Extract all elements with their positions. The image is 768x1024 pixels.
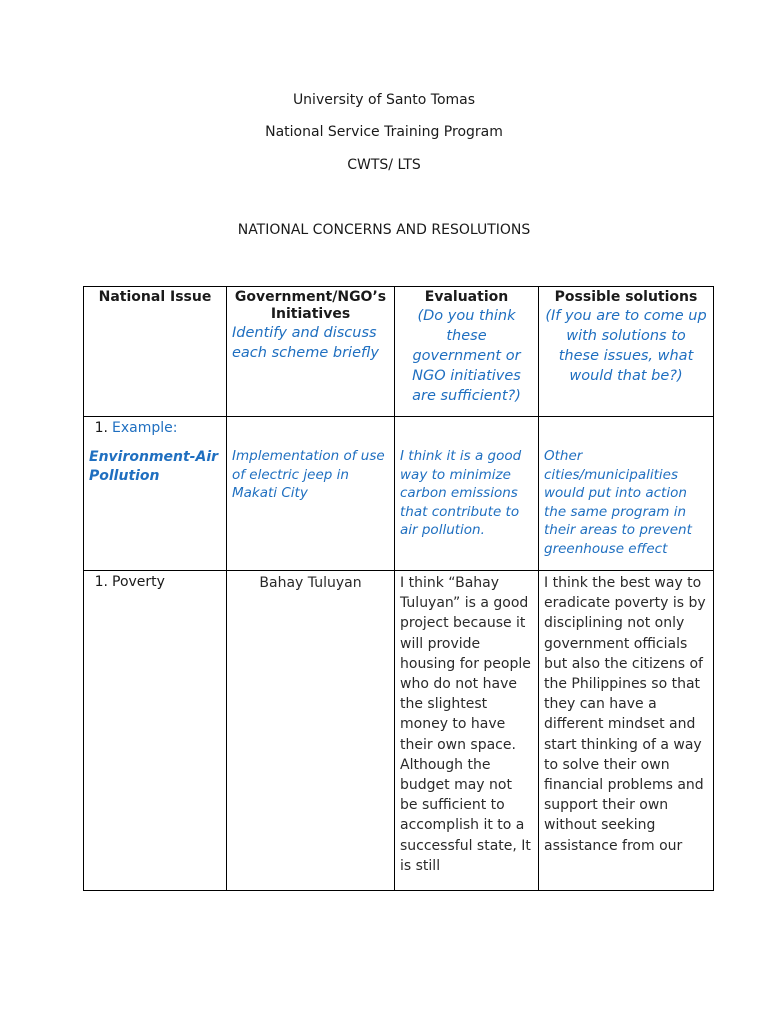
evaluation-cell	[395, 571, 539, 891]
example-solution-cell	[539, 417, 714, 571]
table-row	[84, 571, 714, 891]
example-evaluation-cell	[395, 417, 539, 571]
header-possible-solutions	[539, 287, 714, 417]
example-label	[89, 419, 221, 437]
component-name: CWTS/ LTS	[347, 157, 421, 173]
header-instruction: (Do you think these government or NGO initiatives are sufficient?)	[412, 308, 521, 404]
header-initiatives	[227, 287, 395, 417]
list-number: 1.	[94, 420, 108, 436]
table-header-row	[84, 287, 714, 417]
issue-cell	[84, 571, 227, 891]
solution-cell	[539, 571, 714, 891]
example-issue: Environment-Air Pollution	[89, 449, 219, 484]
header-evaluation	[395, 287, 539, 417]
university-name: University of Santo Tomas	[292, 92, 476, 108]
example-initiative-cell	[227, 417, 395, 571]
initiative-cell	[227, 571, 395, 891]
program-name: National Service Training Program	[265, 124, 503, 140]
header-title: Evaluation	[424, 289, 509, 305]
example-label-text: Example:	[112, 420, 178, 436]
header-title: Possible solutions	[554, 289, 698, 305]
header-title: Government/NGO’s Initiatives	[234, 289, 387, 322]
initiative-text: Bahay Tuluyan	[259, 575, 362, 591]
header-title: National Issue	[98, 289, 212, 305]
list-number: 1.	[94, 574, 108, 590]
header-instruction: (If you are to come up with solutions to these issues, what would that be?)	[545, 308, 707, 384]
example-solution: Other cities/municipalities would put into action the same program in their areas to prevent greenhouse effect	[544, 448, 692, 557]
header-national-issue	[84, 287, 227, 417]
example-evaluation: I think it is a good way to minimize carbon emissions that contribute to air pollution.	[400, 448, 522, 538]
example-initiative: Implementation of use of electric jeep in Makati City	[232, 448, 385, 501]
example-issue-cell	[84, 417, 227, 571]
evaluation-text: I think “Bahay Tuluyan” is a good project because it will provide housing for people who do not have the slightest money to have their own space. Although the budget may not be sufficient to accomplish it to a successful state, It is still	[400, 575, 531, 874]
issue-item	[89, 573, 221, 591]
issue-text: Poverty	[112, 574, 165, 590]
table-row-example	[84, 417, 714, 571]
concerns-table	[83, 286, 714, 891]
solution-text: I think the best way to eradicate poverty is by disciplining not only government officials but also the citizens of the Philippines so that they can have a different mindset and start thinking of a way to solve their own financial problems and support their own without seeking assistance from our	[544, 575, 706, 854]
section-title: NATIONAL CONCERNS AND RESOLUTIONS	[237, 222, 531, 238]
header-instruction: Identify and discuss each scheme briefly	[232, 325, 379, 361]
